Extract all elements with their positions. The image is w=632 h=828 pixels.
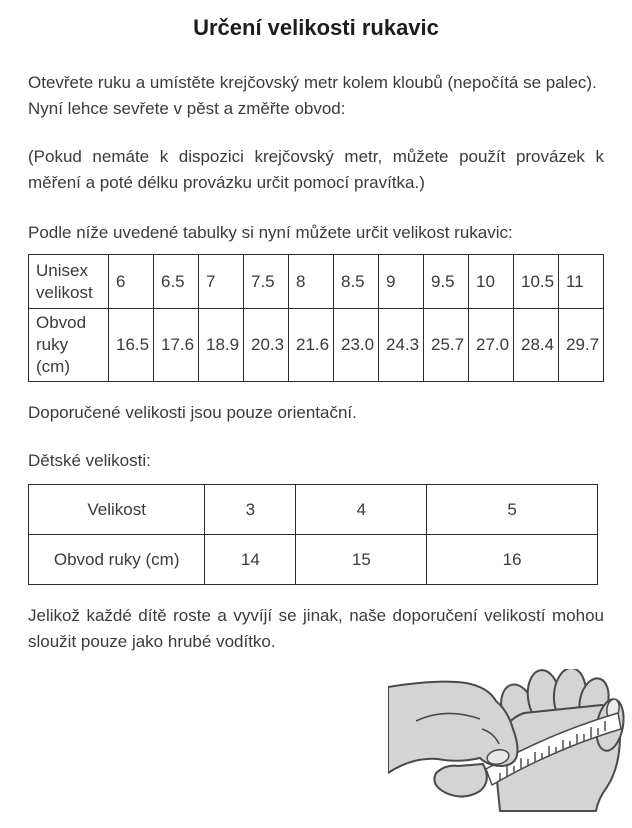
table-intro-text: Podle níže uvedené tabulky si nyní můžete určit velikost rukavic: — [28, 223, 513, 242]
hand-measurement-illustration — [388, 669, 626, 821]
table-cell: 28.4 — [514, 309, 559, 382]
table-cell: 23.0 — [334, 309, 379, 382]
table-cell: 7 — [199, 255, 244, 309]
table-cell: 18.9 — [199, 309, 244, 382]
table-cell: 6 — [109, 255, 154, 309]
children-size-row — [29, 485, 598, 535]
glove-size-document — [0, 14, 632, 828]
table-cell: 10.5 — [514, 255, 559, 309]
table-cell: 21.6 — [289, 309, 334, 382]
intro-line-2: Nyní lehce sevřete v pěst a změřte obvod: — [28, 99, 346, 118]
table-cell: 16.5 — [109, 309, 154, 382]
children-sizes-heading: Dětské velikosti: — [28, 451, 151, 470]
table-cell: 14 — [205, 535, 296, 585]
row-header: Obvod ruky (cm) — [29, 535, 205, 585]
row-header: Velikost — [29, 485, 205, 535]
table-cell: 29.7 — [559, 309, 604, 382]
table-cell: 20.3 — [244, 309, 289, 382]
table-cell: 10 — [469, 255, 514, 309]
table-cell: 24.3 — [379, 309, 424, 382]
unisex-size-row — [29, 255, 604, 309]
table-cell: 17.6 — [154, 309, 199, 382]
table-cell: 11 — [559, 255, 604, 309]
table-cell: 8.5 — [334, 255, 379, 309]
row-header: Obvod ruky (cm) — [29, 309, 109, 382]
table-cell: 4 — [296, 485, 427, 535]
children-size-table — [28, 484, 598, 585]
table-cell: 6.5 — [154, 255, 199, 309]
table-cell: 5 — [427, 485, 598, 535]
table-cell: 25.7 — [424, 309, 469, 382]
table-cell: 16 — [427, 535, 598, 585]
table-cell: 9 — [379, 255, 424, 309]
table-cell: 8 — [289, 255, 334, 309]
tip-paragraph: (Pokud nemáte k dispozici krejčovský metr, můžete použít provázek k měření a poté délku provázku určit pomocí pravítka.) — [28, 147, 604, 192]
intro-line-1: Otevřete ruku a umístěte krejčovský metr kolem kloubů (nepočítá se palec). — [28, 73, 597, 92]
row-header: Unisex velikost — [29, 255, 109, 309]
table-cell: 9.5 — [424, 255, 469, 309]
children-circumference-row — [29, 535, 598, 585]
outro-paragraph: Jelikož každé dítě roste a vyvíjí se jinak, naše doporučení velikostí mohou sloužit pouze jako hrubé vodítko. — [28, 606, 604, 651]
table-cell: 3 — [205, 485, 296, 535]
unisex-circumference-row — [29, 309, 604, 382]
unisex-size-table — [28, 254, 604, 382]
hand-measuring-tape-image — [388, 669, 626, 821]
table-cell: 7.5 — [244, 255, 289, 309]
intro-paragraph — [28, 70, 604, 122]
page-title: Určení velikosti rukavic — [193, 15, 439, 40]
table-cell: 15 — [296, 535, 427, 585]
table-cell: 27.0 — [469, 309, 514, 382]
orientation-note: Doporučené velikosti jsou pouze orientační. — [28, 403, 357, 422]
